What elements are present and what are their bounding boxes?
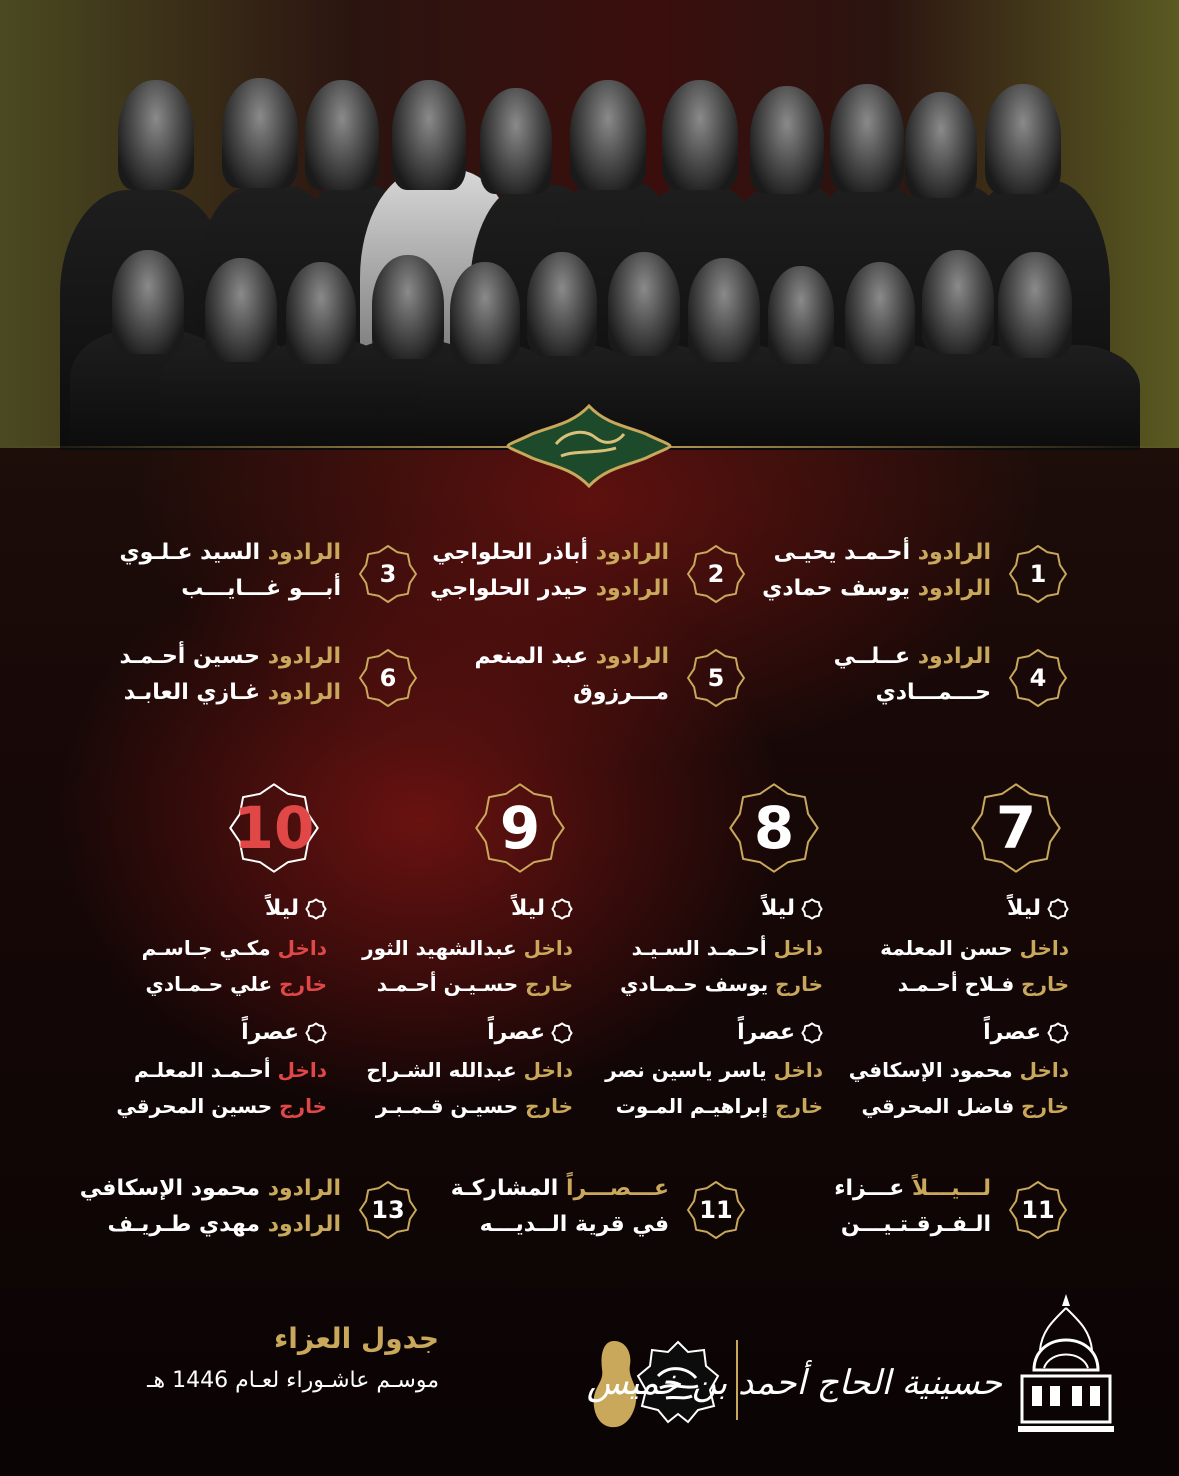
reciter-name: مهدي طـريـف [107,1212,261,1237]
badge-number: 6 [379,664,397,692]
number-badge [1006,1178,1070,1242]
reciter-name: عبدالشهيد الثور [362,936,517,960]
rosette-icon [551,898,573,920]
reciter-line [432,540,669,565]
reciter-name: أحـمـد المعلـم [134,1058,271,1082]
role-label: لـــيـــلاً [911,1176,991,1201]
reciter-face [608,252,680,356]
reciter-entry [731,540,991,620]
day-badge [470,778,570,878]
reciter-name: عــلــي [833,644,911,669]
rosette-icon [801,1022,823,1044]
role-label: عـــصـــراً [565,1176,669,1201]
number-badge [684,542,748,606]
rosette-icon [305,1022,327,1044]
reciter-name: حسين المحرقي [116,1094,273,1118]
reciter-name: إبراهيـم المـوت [615,1094,769,1118]
reciter-name: فاضل المحرقي [861,1094,1015,1118]
reciter-entry [81,644,341,724]
reciter-line [80,1176,341,1201]
rosette-icon [801,898,823,920]
role-label: داخل [773,936,823,960]
badge-number: 1 [1029,560,1047,588]
reciter-line [366,1058,573,1082]
number-badge [1006,542,1070,606]
badge-number: 4 [1029,664,1047,692]
reciter-line [620,972,823,996]
reciter-name: حسن المعلمة [880,936,1013,960]
reciter-face [845,262,915,364]
reciter-face [222,78,298,188]
number-badge [684,646,748,710]
reciter-line [834,1176,991,1201]
day-number: 9 [499,794,541,862]
afternoon-header [983,1020,1069,1045]
reciter-line [834,644,991,669]
number-badge [1006,646,1070,710]
reciter-face [112,250,184,354]
role-label: خارج [279,1094,327,1118]
reciter-line [119,540,341,565]
reciter-entry [409,540,669,620]
role-label: الرادود [917,576,991,601]
reciter-name: حسيـن قـمـبـر [375,1094,519,1118]
reciter-line [573,680,669,705]
period-label: عصراً [737,1020,795,1045]
badge-number: 5 [707,664,725,692]
reciter-name: المشاركـة [450,1176,559,1201]
role-label: خارج [525,1094,573,1118]
role-label: داخل [277,936,327,960]
reciter-line [430,576,669,601]
number-badge [356,1178,420,1242]
badge-number: 13 [371,1196,405,1224]
role-label: خارج [279,972,327,996]
reciter-face [905,92,977,198]
reciter-name: في قرية الــديـــه [479,1212,669,1237]
badge-number: 11 [1021,1196,1055,1224]
reciter-face [527,252,597,356]
reciter-line [142,936,327,960]
reciter-line [632,936,823,960]
day-badge [724,778,824,878]
reciter-photo [980,345,1140,450]
day-schedule [829,896,1069,1126]
reciter-face [305,80,379,190]
badge-number: 3 [379,560,397,588]
period-label: ليلاً [265,896,299,921]
reciter-line [762,576,991,601]
reciter-name: علي حـمـادي [145,972,273,996]
reciter-face [768,266,834,364]
event-entry [731,1176,991,1256]
reciter-name: حسين أحـمـد [119,644,261,669]
role-label: الرادود [267,1176,341,1201]
reciter-name: ياسر ياسين نصر [605,1058,767,1082]
reciter-line [841,1212,991,1237]
day-badge [966,778,1066,878]
reciter-entry [409,644,669,724]
reciter-name: يوسف حـمـادي [620,972,769,996]
reciter-name: مـــرزوق [573,680,669,705]
season-subtitle: موسـم عاشـوراء لعـام 1446 هـ [147,1368,439,1393]
reciter-face [450,262,520,364]
reciter-line [451,1176,669,1201]
afternoon-header [487,1020,573,1045]
reciter-line [134,1058,327,1082]
role-label: الرادود [595,540,669,565]
role-label: خارج [1021,1094,1069,1118]
period-label: عصراً [983,1020,1041,1045]
role-label: خارج [1021,972,1069,996]
role-label: الرادود [917,644,991,669]
calligraphy-emblem-icon [506,404,672,488]
reciter-name: غـازي العابـد [123,680,261,705]
role-label: خارج [775,1094,823,1118]
reciter-name: عبدالله الشـراح [366,1058,517,1082]
reciter-name: أباذر الحلواجي [432,540,589,565]
reciter-name: حسـيـن أحـمـد [376,972,519,996]
reciter-name: محمود الإسكافي [79,1176,261,1201]
reciter-line [605,1058,823,1082]
reciter-name: الـفـرقـتـيـــن [840,1212,991,1237]
night-header [761,896,823,921]
reciter-face [985,84,1061,194]
reciter-line [146,972,327,996]
reciter-line [616,1094,823,1118]
period-label: ليلاً [511,896,545,921]
day-schedule [87,896,327,1126]
reciter-line [898,972,1069,996]
period-label: عصراً [241,1020,299,1045]
role-label: داخل [523,1058,573,1082]
role-label: الرادود [267,1212,341,1237]
reciter-name: يوسف حمادي [762,576,911,601]
day-number: 8 [753,794,795,862]
reciter-name: عـــزاء [834,1176,905,1201]
period-label: ليلاً [1007,896,1041,921]
reciter-name: حـــمـــادي [875,680,991,705]
reciter-line [480,1212,669,1237]
reciter-face [118,80,194,190]
reciter-line [107,1212,341,1237]
reciters-photo-band [0,0,1179,448]
night-header [265,896,327,921]
day-number: 10 [233,794,315,862]
number-badge [356,542,420,606]
period-label: ليلاً [761,896,795,921]
day-schedule [583,896,823,1126]
reciter-face [922,250,994,354]
reciter-name: أبـــو غـــايـــب [181,576,341,601]
badge-number: 2 [707,560,725,588]
reciter-face [688,258,760,362]
reciter-line [774,540,991,565]
reciter-line [116,1094,327,1118]
rosette-icon [1047,1022,1069,1044]
reciter-name: حيدر الحلواجي [430,576,589,601]
reciter-line [880,936,1069,960]
reciter-face [750,86,824,194]
period-label: عصراً [487,1020,545,1045]
reciter-name: فـلاح أحـمـد [897,972,1015,996]
reciter-face [830,84,904,192]
role-label: داخل [523,936,573,960]
reciter-entry [81,540,341,620]
reciter-line [474,644,669,669]
afternoon-header [737,1020,823,1045]
reciter-name: عبد المنعم [474,644,589,669]
reciter-face [205,258,277,362]
number-badge [356,646,420,710]
reciter-line [377,972,573,996]
reciter-entry [731,644,991,724]
event-entry [409,1176,669,1256]
event-entry [81,1176,341,1256]
role-label: داخل [1019,936,1069,960]
husainiya-calligraphy-logo: حسينية الحاج أحمد بن خميس [586,1363,1002,1403]
reciter-line [376,1094,573,1118]
role-label: داخل [773,1058,823,1082]
role-label: خارج [525,972,573,996]
rosette-icon [551,1022,573,1044]
day-schedule [333,896,573,1126]
reciter-line [362,936,573,960]
day-badge [224,778,324,878]
night-header [1007,896,1069,921]
role-label: الرادود [267,540,341,565]
role-label: داخل [1019,1058,1069,1082]
reciter-face [372,255,444,359]
reciter-name: مكـي جـاسـم [141,936,271,960]
role-label: خارج [775,972,823,996]
badge-number: 11 [699,1196,733,1224]
role-label: الرادود [595,644,669,669]
reciter-face [570,80,646,190]
role-label: داخل [277,1058,327,1082]
husainiya-dome-logo [1014,1290,1118,1440]
reciter-face [480,88,552,194]
reciter-name: أحـمـد السـيـد [631,936,767,960]
number-badge [684,1178,748,1242]
reciter-line [181,576,341,601]
reciter-face [662,80,738,190]
reciter-line [119,644,341,669]
role-label: الرادود [267,680,341,705]
schedule-title: جدول العزاء [273,1322,439,1355]
rosette-icon [1047,898,1069,920]
reciter-face [286,262,356,364]
reciter-line [849,1058,1069,1082]
day-number: 7 [995,794,1037,862]
reciter-line [124,680,341,705]
role-label: الرادود [595,576,669,601]
role-label: الرادود [917,540,991,565]
role-label: الرادود [267,644,341,669]
reciter-face [998,252,1072,358]
rosette-icon [305,898,327,920]
reciter-line [876,680,991,705]
reciter-name: أحـمـد يحيـى [773,540,911,565]
afternoon-header [241,1020,327,1045]
reciter-name: محمود الإسكافي [848,1058,1013,1082]
night-header [511,896,573,921]
reciter-name: السيد عـلـوي [119,540,261,565]
reciter-line [861,1094,1069,1118]
reciter-face [392,80,466,190]
